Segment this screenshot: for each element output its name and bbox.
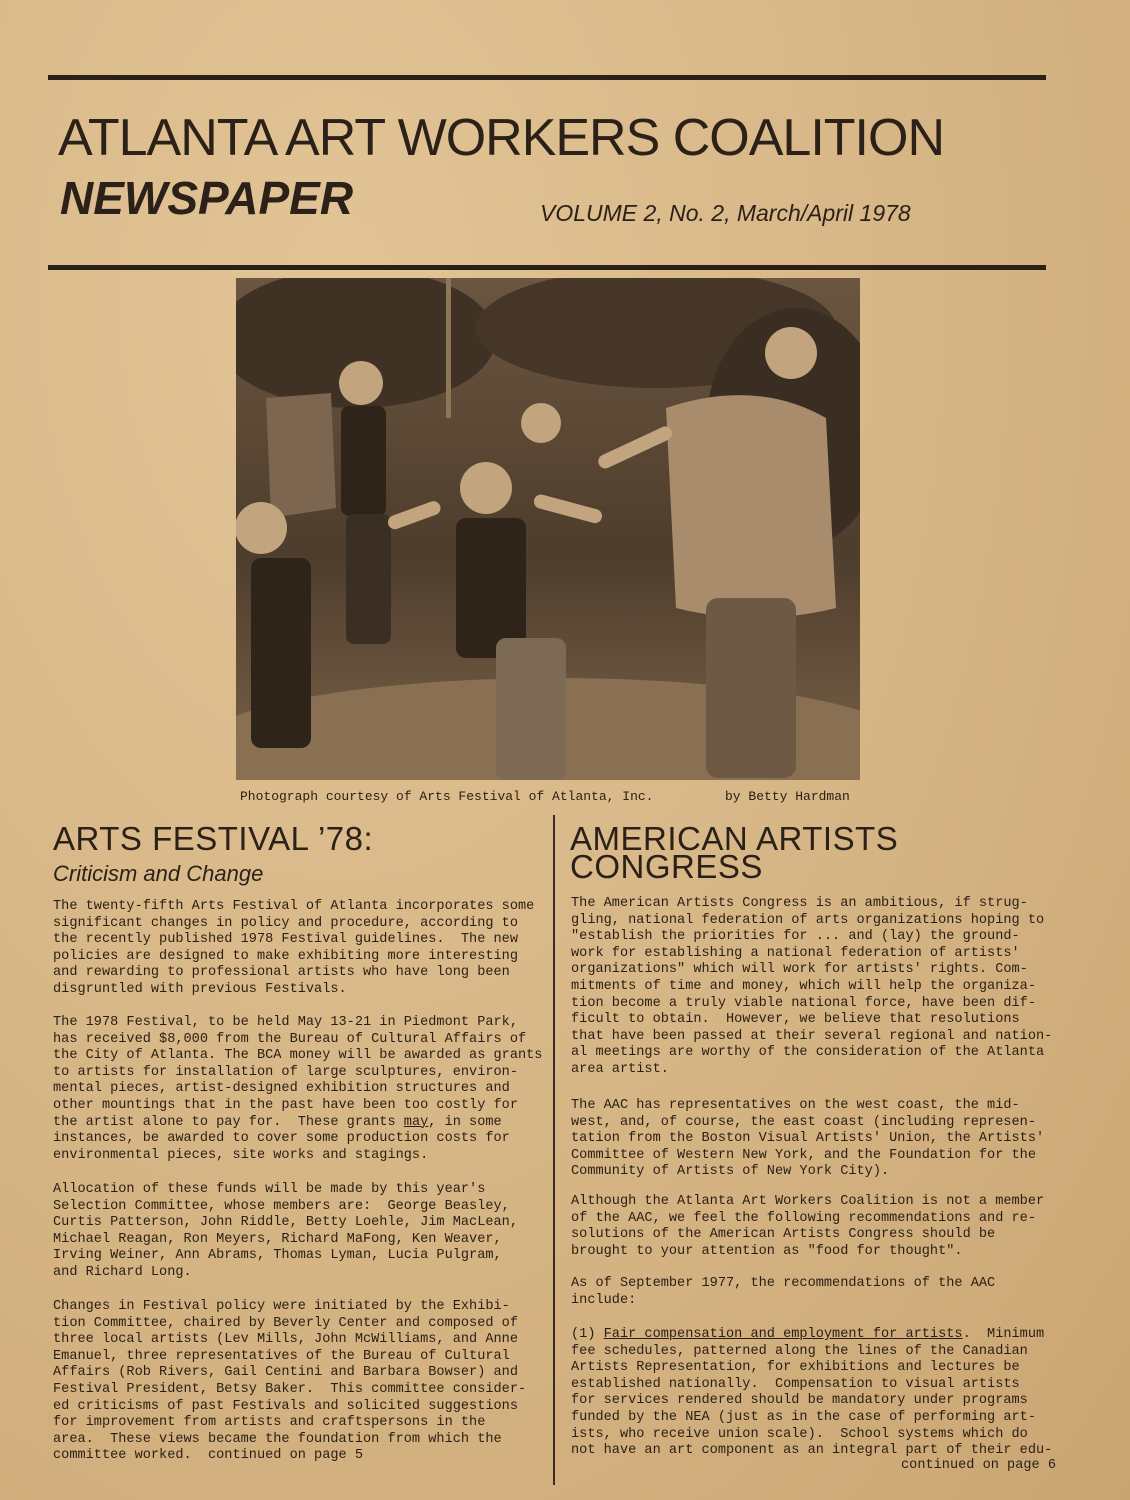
- right-headline-line-2: CONGRESS: [570, 848, 763, 885]
- right-paragraph-5-text: . Minimum fee schedules, patterned along the lines of the Canadian Artists Representation, for exhibitions and lectures be established nationally. Compensation to visual artists for services rendered should be mandatory under programs funded by the NEA (just as in the case of performing art- ists, who receive union scale). School systems which do not have an art component as an integral part of their edu-: [571, 1327, 1053, 1459]
- left-paragraph-2-text-b: , in some instances, be awarded to cover some production costs for environmental pieces, site works and stagings.: [53, 1114, 510, 1163]
- top-rule: [48, 75, 1046, 80]
- left-paragraph-3: Allocation of these funds will be made by this year's Selection Committee, whose members are: George Beasley, Curtis Patterson, John Riddle, Betty Loehle, Jim MacLean, Michael Reagan, Ron Meyers, Richard MaFong, Ken Weaver, Irving Weiner, Ann Abrams, Thomas Lyman, Lucia Pulgram, and Richard Long.: [53, 1182, 518, 1280]
- photo-illustration: [236, 278, 860, 780]
- right-headline-line-1: AMERICAN ARTISTS: [570, 820, 899, 857]
- column-divider: [553, 815, 555, 1485]
- festival-photograph: [236, 278, 860, 780]
- right-paragraph-5-number: (1): [571, 1327, 604, 1342]
- left-paragraph-2-text-a: The 1978 Festival, to be held May 13-21 in Piedmont Park, has received $8,000 from the Bureau of Cultural Affairs of the City of Atlanta. The BCA money will be awarded as grants to artists for installation of large sculptures, environ- mental pieces, artist-designed exhibition structures and other mountings that in the past have been too costly for the artist alone to pay for. These grants: [53, 1015, 543, 1130]
- left-headline: ARTS FESTIVAL ’78:: [53, 820, 374, 857]
- left-paragraph-2: [53, 1015, 542, 1164]
- right-paragraph-5-heading: Fair compensation and employment for artists: [603, 1327, 963, 1342]
- left-paragraph-4: Changes in Festival policy were initiated by the Exhibi- tion Committee, chaired by Beverly Center and composed of three local artists (Lev Mills, John McWilliams, and Anne Emanuel, three representatives of the Bureau of Cultural Affairs (Rob Rivers, Gail Centini and Barbara Bowser) and Festival President, Betsy Baker. This committee consider- ed criticisms of past Festivals and solicited suggestions for improvement from artists and craftspersons in the area. These views became the foundation from which the committee worked. continued on page 5: [53, 1299, 527, 1464]
- masthead-bottom-rule: [48, 265, 1046, 270]
- left-paragraph-1: The twenty-fifth Arts Festival of Atlanta incorporates some significant changes in policy and procedure, according to the recently published 1978 Festival guidelines. The new policies are designed to make exhibiting more interesting and rewarding to professional artists who have long been disgruntled with previous Festivals.: [53, 899, 535, 997]
- left-paragraph-2-may: may: [403, 1114, 429, 1130]
- photo-credit: Photograph courtesy of Arts Festival of Atlanta, Inc.: [240, 789, 654, 804]
- continued-on-page-6: continued on page 6: [901, 1458, 1056, 1473]
- right-paragraph-5: [571, 1327, 1052, 1460]
- paper-name: NEWSPAPER: [60, 172, 354, 224]
- masthead-title: ATLANTA ART WORKERS COALITION: [58, 109, 945, 167]
- right-paragraph-2: The AAC has representatives on the west coast, the mid- west, and, of course, the east coast (including represen- tation from the Boston Visual Artists' Union, the Artists' Committee of Western New York, and the Foundation for the Community of Artists of New York City).: [571, 1098, 1045, 1180]
- left-subhead: Criticism and Change: [53, 861, 264, 886]
- photo-byline: by Betty Hardman: [725, 789, 850, 804]
- right-paragraph-1: The American Artists Congress is an ambitious, if strug- gling, national federation of arts organizations hoping to "establish the priorities for ... and (lay) the ground- work for establishing a national federation of artists' organizations" which will work for artists' rights. Com- mitments of time and money, which will help the organiza- tion become a truly viable national force, have been dif- ficult to obtain. However, we believe that resolutions that have been passed at their several regional and nation- al meetings are worthy of the consideration of the Atlanta area artist.: [571, 896, 1053, 1077]
- right-paragraph-3: Although the Atlanta Art Workers Coalition is not a member of the AAC, we feel the following recommendations and re- solutions of the American Artists Congress should be brought to your attention as "food for thought".: [571, 1194, 1045, 1259]
- right-paragraph-4: As of September 1977, the recommendations of the AAC include:: [571, 1276, 996, 1308]
- volume-issue: VOLUME 2, No. 2, March/April 1978: [540, 200, 911, 226]
